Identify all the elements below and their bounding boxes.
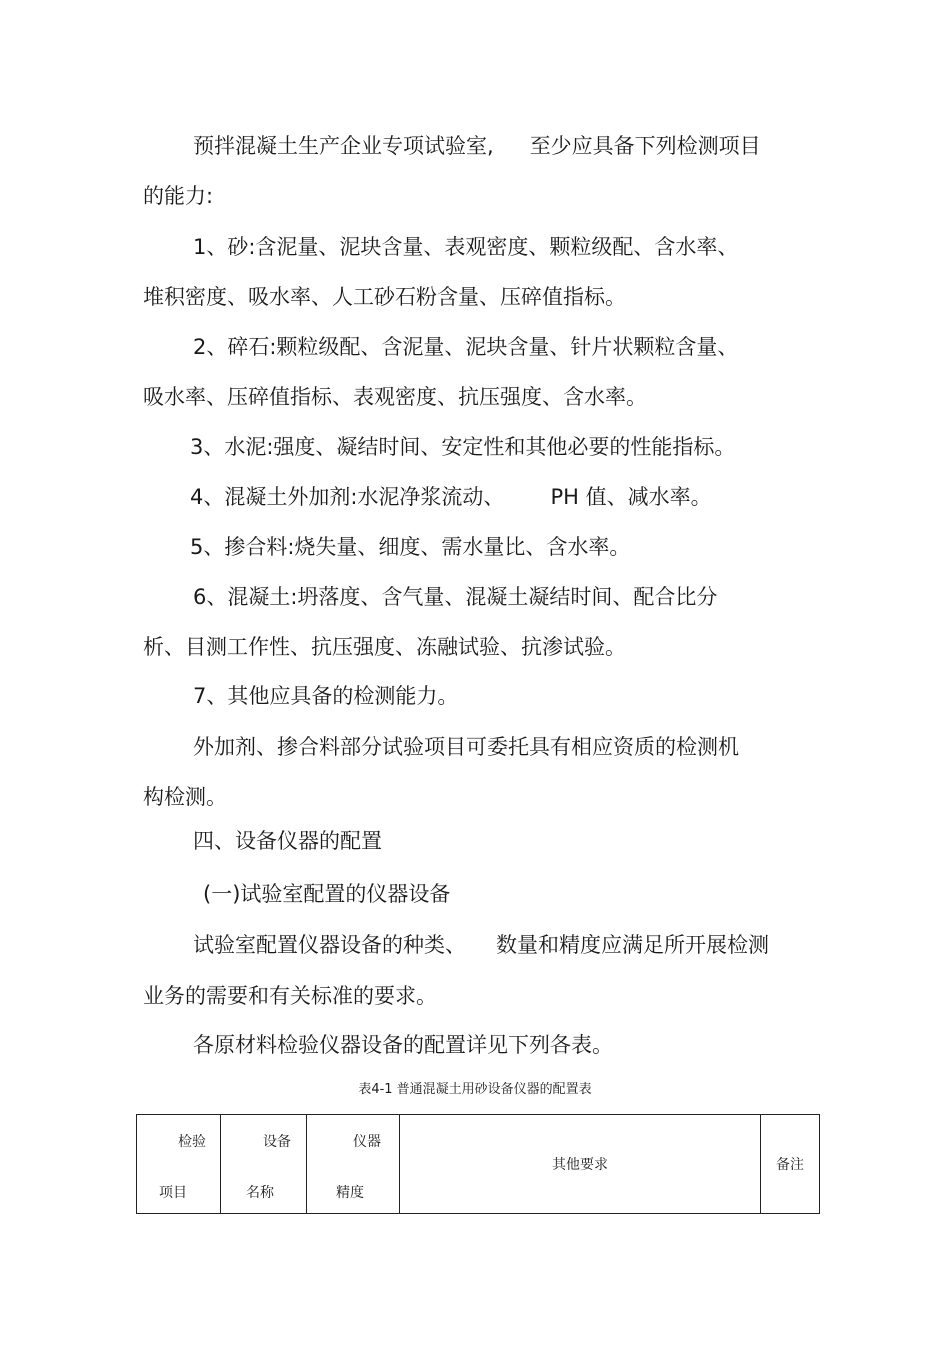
header-cell-instrument-precision [307, 1115, 400, 1214]
header-equipment-name-a: 设备 [263, 1134, 291, 1150]
section-heading-4: 四、设备仪器的配置 [193, 829, 382, 853]
item-concrete-line1: 6、混凝土:坍落度、含气量、混凝土凝结时间、配合比分 [193, 585, 718, 609]
table-caption: 表4-1 普通混凝土用砂设备仪器的配置表 [358, 1082, 592, 1097]
item-sand-line2: 堆积密度、吸水率、人工砂石粉含量、压碎值指标。 [143, 285, 626, 309]
paragraph-config-line1 [193, 930, 769, 960]
item-cement: 3、水泥:强度、凝结时间、安定性和其他必要的性能指标。 [190, 435, 736, 459]
item-admixture [190, 482, 712, 512]
item-gravel-line2: 吸水率、压碎值指标、表观密度、抗压强度、含水率。 [143, 385, 647, 409]
item-gravel-line1: 2、碎石:颗粒级配、含泥量、泥块含量、针片状颗粒含量、 [193, 335, 739, 359]
paragraph-outsourcing-line1: 外加剂、掺合料部分试验项目可委托具有相应资质的检测机 [193, 735, 739, 759]
config-text-a: 试验室配置仪器设备的种类、 [193, 933, 466, 957]
item-other: 7、其他应具备的检测能力。 [193, 684, 459, 708]
paragraph-intro-line1 [193, 131, 761, 161]
header-other-requirements: 其他要求 [552, 1157, 608, 1173]
header-cell-other-requirements [400, 1115, 761, 1214]
paragraph-config-line2: 业务的需要和有关标准的要求。 [143, 984, 437, 1008]
header-test-item-b: 项目 [159, 1185, 187, 1201]
intro-text-b: 至少应具备下列检测项目 [529, 134, 761, 158]
header-equipment-name-b: 名称 [246, 1185, 274, 1201]
paragraph-outsourcing-line2: 构检测。 [143, 785, 227, 809]
equipment-table [136, 1114, 820, 1214]
paragraph-intro-line2: 的能力: [143, 184, 214, 208]
header-cell-test-item [137, 1115, 221, 1214]
header-cell-remarks [761, 1115, 820, 1214]
subsection-heading-1: (一)试验室配置的仪器设备 [203, 882, 451, 906]
header-instrument-precision-a: 仪器 [353, 1134, 381, 1150]
item-mineral-admixture: 5、掺合料:烧失量、细度、需水量比、含水率。 [190, 535, 631, 559]
admixture-text-a: 4、混凝土外加剂:水泥净浆流动、 [190, 485, 505, 509]
config-text-b: 数量和精度应满足所开展检测 [496, 933, 769, 957]
admixture-text-b: PH 值、减水率。 [550, 485, 712, 509]
item-sand-line1: 1、砂:含泥量、泥块含量、表观密度、颗粒级配、含水率、 [193, 235, 739, 259]
table-header-row [137, 1115, 820, 1214]
item-concrete-line2: 析、目测工作性、抗压强度、冻融试验、抗渗试验。 [143, 635, 626, 659]
header-test-item-a: 检验 [178, 1134, 206, 1150]
intro-text-a: 预拌混凝土生产企业专项试验室, [193, 134, 494, 158]
paragraph-tables-intro: 各原材料检验仪器设备的配置详见下列各表。 [193, 1033, 613, 1057]
header-remarks: 备注 [776, 1157, 804, 1173]
header-cell-equipment-name [221, 1115, 307, 1214]
header-instrument-precision-b: 精度 [336, 1185, 364, 1201]
